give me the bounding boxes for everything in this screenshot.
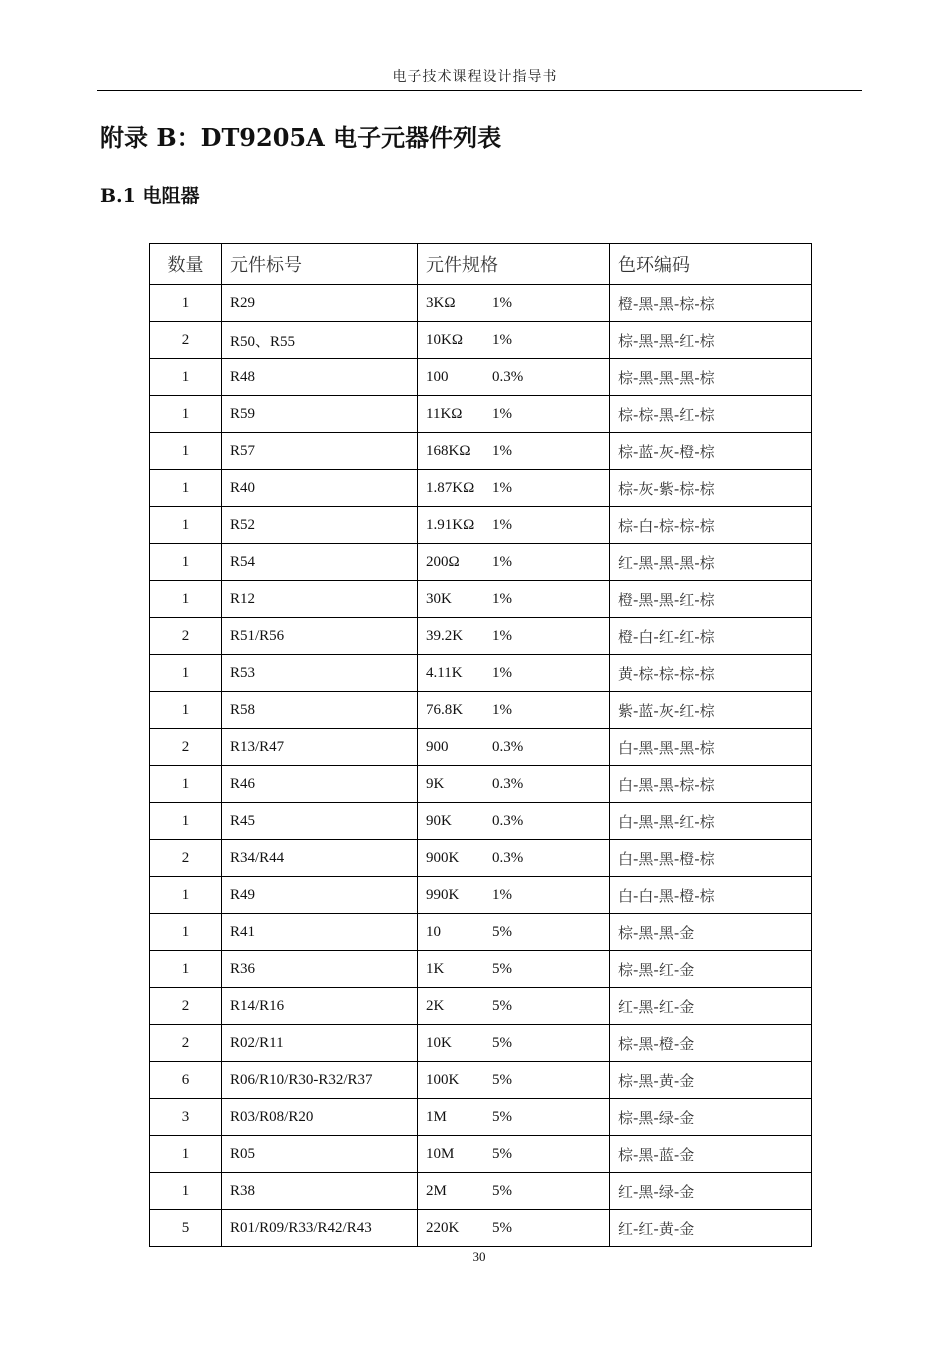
cell-ref: R41 [222,914,418,951]
cell-qty: 1 [150,1173,222,1210]
cell-color-code: 棕-黑-橙-金 [610,1025,812,1062]
spec-tolerance: 0.3% [492,849,524,866]
column-header-spec: 元件规格 [418,244,610,285]
column-header-ref: 元件标号 [222,244,418,285]
cell-qty: 2 [150,729,222,766]
cell-color-code: 棕-黑-黑-红-棕 [610,322,812,359]
cell-qty: 1 [150,951,222,988]
table-row [150,1136,812,1173]
cell-spec [418,507,610,544]
spec-tolerance: 5% [492,1219,512,1236]
cell-color-code: 棕-灰-紫-棕-棕 [610,470,812,507]
column-header-color-code: 色环编码 [610,244,812,285]
spec-tolerance: 1% [492,516,512,533]
cell-qty: 1 [150,692,222,729]
cell-ref: R53 [222,655,418,692]
cell-spec [418,766,610,803]
cell-spec [418,914,610,951]
spec-value: 10K [426,1034,452,1051]
cell-qty: 1 [150,581,222,618]
cell-spec [418,1025,610,1062]
cell-ref: R51/R56 [222,618,418,655]
cell-color-code: 橙-黑-黑-棕-棕 [610,285,812,322]
cell-qty: 1 [150,396,222,433]
cell-ref: R52 [222,507,418,544]
cell-color-code: 棕-黑-蓝-金 [610,1136,812,1173]
spec-value: 100K [426,1071,460,1088]
spec-value: 10KΩ [426,331,463,348]
spec-tolerance: 1% [492,294,512,311]
cell-spec [418,840,610,877]
cell-qty: 6 [150,1062,222,1099]
cell-ref: R59 [222,396,418,433]
cell-ref: R12 [222,581,418,618]
cell-ref: R45 [222,803,418,840]
cell-qty: 1 [150,877,222,914]
table-row [150,433,812,470]
cell-spec [418,581,610,618]
cell-ref: R46 [222,766,418,803]
table-row [150,507,812,544]
cell-qty: 1 [150,766,222,803]
cell-ref: R58 [222,692,418,729]
cell-spec [418,729,610,766]
cell-color-code: 棕-黑-绿-金 [610,1099,812,1136]
cell-spec [418,1173,610,1210]
cell-qty: 1 [150,470,222,507]
cell-qty: 1 [150,655,222,692]
table-row [150,729,812,766]
spec-value: 39.2K [426,627,464,644]
resistor-table [149,243,812,1247]
cell-spec [418,988,610,1025]
spec-value: 200Ω [426,553,460,570]
cell-qty: 1 [150,285,222,322]
cell-ref: R06/R10/R30-R32/R37 [222,1062,418,1099]
spec-value: 2M [426,1182,447,1199]
spec-value: 220K [426,1219,460,1236]
table-row [150,396,812,433]
cell-color-code: 棕-黑-黑-黑-棕 [610,359,812,396]
cell-qty: 1 [150,803,222,840]
spec-tolerance: 1% [492,479,512,496]
cell-spec [418,951,610,988]
spec-tolerance: 5% [492,1071,512,1088]
cell-ref: R03/R08/R20 [222,1099,418,1136]
spec-tolerance: 5% [492,1034,512,1051]
cell-color-code: 棕-蓝-灰-橙-棕 [610,433,812,470]
spec-tolerance: 1% [492,553,512,570]
spec-tolerance: 1% [492,664,512,681]
table-row [150,951,812,988]
cell-qty: 1 [150,914,222,951]
section-title: B.1 电阻器 [100,185,200,207]
spec-tolerance: 5% [492,923,512,940]
cell-qty: 2 [150,988,222,1025]
table-row [150,618,812,655]
spec-value: 10 [426,923,441,940]
spec-value: 9K [426,775,445,792]
cell-color-code: 白-黑-黑-棕-棕 [610,766,812,803]
spec-tolerance: 0.3% [492,368,524,385]
cell-qty: 2 [150,618,222,655]
cell-ref: R29 [222,285,418,322]
cell-ref: R01/R09/R33/R42/R43 [222,1210,418,1247]
spec-tolerance: 1% [492,590,512,607]
cell-qty: 2 [150,840,222,877]
cell-color-code: 白-白-黑-橙-棕 [610,877,812,914]
cell-color-code: 棕-黑-黄-金 [610,1062,812,1099]
cell-qty: 2 [150,1025,222,1062]
column-header-qty: 数量 [150,244,222,285]
cell-spec [418,470,610,507]
cell-color-code: 棕-黑-红-金 [610,951,812,988]
cell-spec [418,1210,610,1247]
spec-value: 1.87KΩ [426,479,475,496]
cell-color-code: 红-黑-红-金 [610,988,812,1025]
spec-tolerance: 1% [492,331,512,348]
spec-value: 900 [426,738,449,755]
cell-spec [418,655,610,692]
spec-value: 90K [426,812,452,829]
page-number: 30 [472,1249,486,1264]
table-row [150,1099,812,1136]
cell-color-code: 白-黑-黑-橙-棕 [610,840,812,877]
spec-value: 990K [426,886,460,903]
spec-tolerance: 1% [492,442,512,459]
table-row [150,692,812,729]
table-row [150,988,812,1025]
spec-tolerance: 5% [492,997,512,1014]
spec-tolerance: 0.3% [492,775,524,792]
table-header-row [150,244,812,285]
cell-ref: R57 [222,433,418,470]
cell-color-code: 棕-白-棕-棕-棕 [610,507,812,544]
cell-spec [418,1062,610,1099]
cell-qty: 5 [150,1210,222,1247]
cell-color-code: 白-黑-黑-红-棕 [610,803,812,840]
cell-qty: 1 [150,544,222,581]
cell-spec [418,1099,610,1136]
cell-qty: 3 [150,1099,222,1136]
spec-tolerance: 5% [492,960,512,977]
cell-spec [418,692,610,729]
spec-value: 168KΩ [426,442,471,459]
cell-spec [418,396,610,433]
cell-color-code: 红-红-黄-金 [610,1210,812,1247]
cell-spec [418,359,610,396]
table-row [150,1173,812,1210]
cell-ref: R02/R11 [222,1025,418,1062]
cell-ref: R14/R16 [222,988,418,1025]
cell-spec [418,285,610,322]
cell-qty: 1 [150,1136,222,1173]
header-divider [97,90,862,91]
table-row [150,877,812,914]
cell-color-code: 棕-棕-黑-红-棕 [610,396,812,433]
cell-color-code: 橙-黑-黑-红-棕 [610,581,812,618]
cell-qty: 1 [150,507,222,544]
cell-ref: R48 [222,359,418,396]
spec-value: 3KΩ [426,294,456,311]
page-title: 附录 B：DT9205A 电子元器件列表 [100,123,502,152]
cell-color-code: 紫-蓝-灰-红-棕 [610,692,812,729]
cell-qty: 1 [150,359,222,396]
cell-spec [418,544,610,581]
cell-ref: R34/R44 [222,840,418,877]
cell-ref: R40 [222,470,418,507]
table-row [150,544,812,581]
table-row [150,840,812,877]
cell-color-code: 红-黑-黑-黑-棕 [610,544,812,581]
table-row [150,655,812,692]
table-row [150,359,812,396]
cell-ref: R38 [222,1173,418,1210]
spec-value: 30K [426,590,452,607]
table-row [150,766,812,803]
spec-tolerance: 1% [492,627,512,644]
spec-value: 1K [426,960,445,977]
table-row [150,322,812,359]
spec-value: 2K [426,997,445,1014]
cell-color-code: 白-黑-黑-黑-棕 [610,729,812,766]
spec-tolerance: 0.3% [492,738,524,755]
cell-color-code: 红-黑-绿-金 [610,1173,812,1210]
cell-spec [418,803,610,840]
table-row [150,581,812,618]
cell-qty: 1 [150,433,222,470]
spec-tolerance: 5% [492,1182,512,1199]
table-row [150,1025,812,1062]
cell-ref: R54 [222,544,418,581]
spec-tolerance: 1% [492,701,512,718]
spec-value: 1.91KΩ [426,516,475,533]
cell-spec [418,433,610,470]
spec-value: 10M [426,1145,455,1162]
cell-spec [418,322,610,359]
cell-ref: R50、R55 [222,322,418,359]
cell-spec [418,618,610,655]
spec-value: 1M [426,1108,447,1125]
cell-ref: R05 [222,1136,418,1173]
spec-tolerance: 5% [492,1108,512,1125]
cell-color-code: 橙-白-红-红-棕 [610,618,812,655]
table-row [150,914,812,951]
table-row [150,285,812,322]
spec-tolerance: 5% [492,1145,512,1162]
cell-color-code: 棕-黑-黑-金 [610,914,812,951]
cell-color-code: 黄-棕-棕-棕-棕 [610,655,812,692]
cell-ref: R36 [222,951,418,988]
cell-qty: 2 [150,322,222,359]
cell-ref: R49 [222,877,418,914]
spec-value: 11KΩ [426,405,463,422]
cell-spec [418,1136,610,1173]
spec-tolerance: 1% [492,405,512,422]
spec-value: 76.8K [426,701,464,718]
table-row [150,1210,812,1247]
table-row [150,470,812,507]
table-row [150,803,812,840]
cell-ref: R13/R47 [222,729,418,766]
spec-value: 100 [426,368,449,385]
spec-tolerance: 1% [492,886,512,903]
table-body [150,285,812,1247]
running-header: 电子技术课程设计指导书 [392,69,558,85]
table-row [150,1062,812,1099]
spec-value: 4.11K [426,664,463,681]
spec-tolerance: 0.3% [492,812,524,829]
cell-spec [418,877,610,914]
spec-value: 900K [426,849,460,866]
